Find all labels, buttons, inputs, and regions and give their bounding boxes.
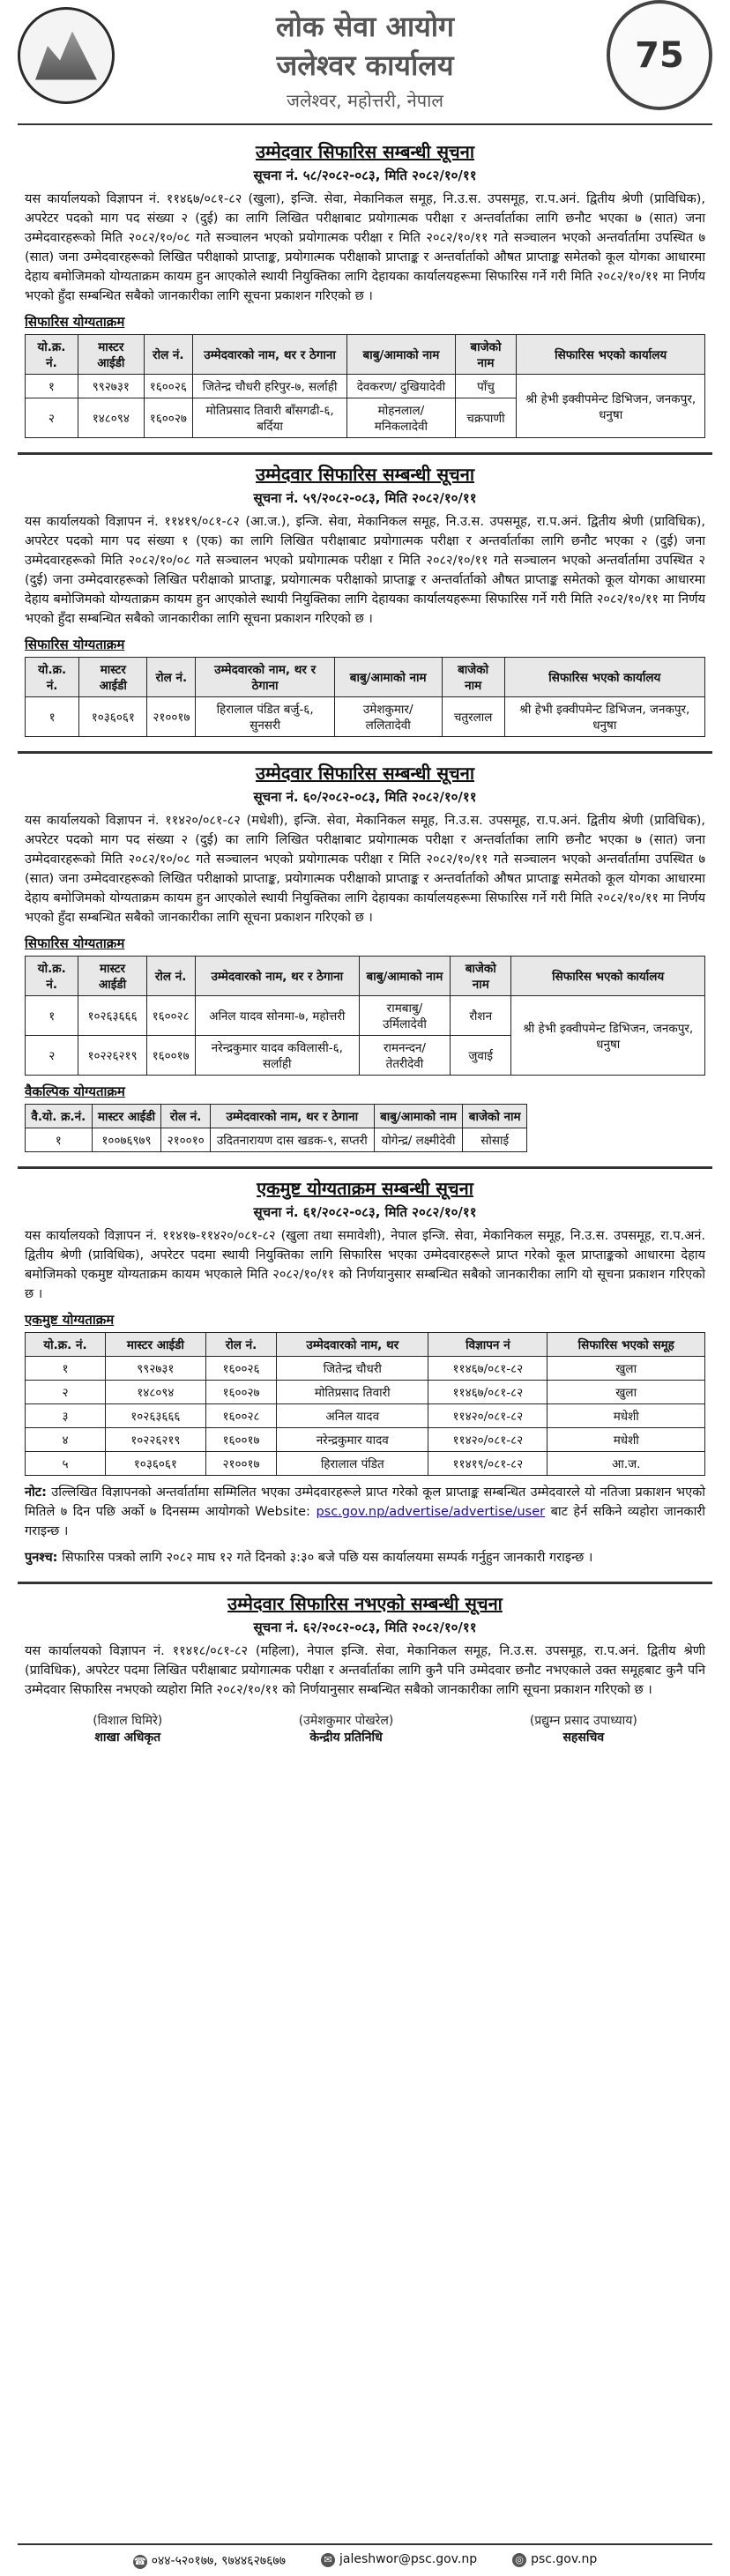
cell: अनिल यादव [277,1404,428,1428]
notice-body: यस कार्यालयको विज्ञापन नं. ११४१९/०८१-८२ (आ.ज.), इन्जि. सेवा, मेकानिकल समूह, नि.उ.स. उपसमूह, रा.प.अनं. द्वितीय श्रेणी (प्राविधिक), अपरेटर पदको माग पद संख्या १ (एक) का लागि लिखित परीक्षाबाट प्रयोगात्मक परीक्षा र अन्तर्वार्ताका लागि छनौट भएका २ (दुई) जना उम्मेदवारहरूको मिति २०८२/१०/०८ गते सञ्चालन भएको प्रयोगात्मक परीक्षा र मिति २०८२/१०/११ गते सञ्चालन भएको अन्तर्वार्तामा उपस्थित २ (दुई) जना उम्मेदवारहरूको लिखित परीक्षाको प्राप्ताङ्क, प्रयोगात्मक परीक्षाको प्राप्ताङ्क र अन्तर्वार्ताको औषत प्राप्ताङ्क समेतको कूल योगका आधारमा देहाय बमोजिमको योग्यताक्रम कायम हुन आएकोले स्थायी नियुक्तिका लागि देहायका कार्यालयहरूमा सिफारिस गर्ने गरी मिति २०८२/१०/११ मा निर्णय भएको हुँदा सम्बन्धित सबैको जानकारीका लागि सूचना प्रकाशन गरिएको छ । [25,515,705,626]
cell: जितेन्द्र चौधरी [277,1357,428,1381]
col-header: बाजेको नाम [442,658,504,697]
cell: मधेशी [548,1404,705,1428]
cell: १ [26,1128,93,1152]
col-header: उम्मेदवारको नाम, थर र ठेगाना [195,957,359,996]
recommendation-table [25,657,705,737]
table-row [26,375,705,398]
alt-table-title: वैकल्पिक योग्यताक्रम [25,1083,125,1099]
notice-62 [0,1591,730,1746]
cell: २१००१० [161,1128,211,1152]
cell: १६००२७ [144,398,192,438]
note-tail: बाट हेर्न सकिने व्यहोरा जानकारी गराइन्छ । [25,1505,706,1538]
table-title: सिफारिस योग्यताक्रम [25,935,125,951]
col-header: सिफारिस भएको कार्यालय [504,658,704,697]
col-header: उम्मेदवारको नाम, थर र ठेगाना [196,658,334,697]
cell: ४ [26,1428,106,1452]
col-header: रोल नं. [144,335,192,375]
col-header: बाबु/आमाको नाम [359,957,450,996]
col-header: वै.यो. क्र.नं. [26,1105,93,1128]
cell: २१००१७ [147,697,196,737]
cell: योगेन्द्र/ लक्ष्मीदेवी [374,1128,463,1152]
notice-title: उम्मेदवार सिफारिस सम्बन्धी सूचना [255,763,475,784]
cell: मोहनलाल/ मनिकलादेवी [347,398,455,438]
col-header: रोल नं. [147,658,196,697]
footer-phone [133,2552,286,2569]
cell: उदितनारायण दास खडक-९, सप्तरी [211,1128,375,1152]
cell: मधेशी [548,1428,705,1452]
cell: २ [26,1036,78,1076]
cell: मोतिप्रसाद तिवारी [277,1381,428,1404]
contact-footer [18,2543,712,2569]
cell: १६००२८ [205,1404,276,1428]
table-row [26,1452,705,1476]
notice-title: एकमुष्ट योग्यताक्रम सम्बन्धी सूचना [257,1178,473,1199]
office-name: जलेश्वर कार्यालय [276,48,454,82]
cell: १४८०९४ [78,398,144,438]
cell: २१००१७ [205,1452,276,1476]
cell: पाँचु [455,375,517,398]
phone-icon: ☎ [133,2556,146,2567]
note-paragraph [25,1483,705,1541]
cell: १ [26,996,78,1036]
col-header: बाबु/आमाको नाम [347,335,455,375]
col-header: बाजेको नाम [455,335,517,375]
cell: चतुरलाल [442,697,504,737]
col-header: यो.क्र. नं. [26,957,78,996]
cell: १६००२६ [144,375,192,398]
table-title: एकमुष्ट योग्यताक्रम [25,1312,115,1328]
table-title: सिफारिस योग्यताक्रम [25,314,125,330]
table-row [26,1357,705,1381]
notice-title: उम्मेदवार सिफारिस सम्बन्धी सूचना [255,464,475,485]
col-header: रोल नं. [161,1105,211,1128]
merit-list-table [25,1332,705,1476]
header-divider [18,123,712,125]
table-header-row [26,658,705,697]
cell: २ [26,1381,106,1404]
cell: १००७६९७९ [92,1128,161,1152]
cell: ११४२०/०८१-८२ [428,1404,548,1428]
recommendation-table [25,956,705,1076]
cell-office: श्री हेभी इक्वीपमेन्ट डिभिजन, जनकपुर, धनुषा [517,375,705,438]
cell: १०२२६२१९ [105,1428,205,1452]
table-header-row [26,1105,527,1128]
cell-office: श्री हेभी इक्वीपमेन्ट डिभिजन, जनकपुर, धनुषा [504,697,704,737]
signatory [299,1712,394,1746]
signatory-title: सहसचिव [562,1731,605,1745]
section-divider [18,1166,712,1169]
cell: १६००१७ [146,1036,195,1076]
cell: देवकरण/ दुखियादेवी [347,375,455,398]
col-header: सिफारिस भएको समूह [548,1333,705,1357]
col-header: मास्टर आईडी [78,957,146,996]
notice-60 [0,761,730,1152]
signatory-title: केन्द्रीय प्रतिनिधि [309,1731,383,1745]
cell: १०२६३६६६ [78,996,146,1036]
cell: १ [26,697,79,737]
postscript-label: पुनश्च: [25,1551,58,1565]
col-header: रोल नं. [205,1333,276,1357]
cell: १ [26,375,78,398]
notice-body: यस कार्यालयको विज्ञापन नं. ११४६७/०८१-८२ (खुला), इन्जि. सेवा, मेकानिकल समूह, नि.उ.स. उपसमूह, रा.प.अनं. द्वितीय श्रेणी (प्राविधिक), अपरेटर पदको माग पद संख्या २ (दुई) का लागि लिखित परीक्षाबाट प्रयोगात्मक परीक्षा र अन्तर्वार्ताका लागि छनौट भएका ७ (सात) जना उम्मेदवारहरूको मिति २०८२/१०/०८ गते सञ्चालन भएको प्रयोगात्मक परीक्षा र मिति २०८२/१०/११ गते सञ्चालन भएको अन्तर्वार्तामा उपस्थित ७ (सात) जना उम्मेदवारहरूको लिखित परीक्षाको प्राप्ताङ्क, प्रयोगात्मक परीक्षाको प्राप्ताङ्क र अन्तर्वार्ताको औषत प्राप्ताङ्क समेतको कूल योगका आधारमा देहाय बमोजिमको योग्यताक्रम कायम हुन आएकोले स्थायी नियुक्तिका लागि देहायका कार्यालयहरूमा सिफारिस गर्ने गरी मिति २०८२/१०/११ मा निर्णय भएको हुँदा सम्बन्धित सबैको जानकारीका लागि सूचना प्रकाशन गरिएको छ । [25,192,705,303]
table-row [26,1404,705,1428]
office-address: जलेश्वर, महोत्तरी, नेपाल [287,90,443,111]
notice-58 [0,139,730,438]
table-header-row [26,1333,705,1357]
section-divider [18,751,712,754]
letterhead [0,0,730,163]
psc-website-link[interactable]: psc.gov.np/advertise/advertise/user [316,1505,546,1519]
notice-59 [0,462,730,737]
table-row [26,1128,527,1152]
notice-number: सूचना नं. ६२/२०८२-०८३, मिति २०८२/१०/११ [253,1619,477,1635]
email-icon: ✉ [321,2553,335,2567]
col-header: उम्मेदवारको नाम, थर र ठेगाना [192,335,346,375]
org-name: लोक सेवा आयोग [275,10,455,43]
col-header: मास्टर आईडी [78,335,144,375]
table-header-row [26,957,705,996]
cell: मोतिप्रसाद तिवारी बाँसगढी-६, बर्दिया [192,398,346,438]
table-row [26,697,705,737]
postscript-paragraph [25,1548,705,1567]
table-row [26,1381,705,1404]
col-header: बाबु/आमाको नाम [374,1105,463,1128]
cell: १४८०९४ [105,1381,205,1404]
table-header-row [26,335,705,375]
cell: १०२६३६६६ [105,1404,205,1428]
col-header: यो.क्र. नं. [26,658,79,697]
cell: जितेन्द्र चौधरी हरिपुर-७, सर्लाही [192,375,346,398]
cell: उमेशकुमार/ ललितादेवी [334,697,442,737]
cell: ९९२७३१ [105,1357,205,1381]
footer-web[interactable] [512,2552,597,2569]
cell: रौशन [451,996,511,1036]
cell: २ [26,398,78,438]
col-header: रोल नं. [146,957,195,996]
notice-body: यस कार्यालयको विज्ञापन नं. ११४१८/०८१-८२ (महिला), नेपाल इन्जि. सेवा, मेकानिकल समूह, नि.उ.स. उपसमूह, रा.प.अनं. द्वितीय श्रेणी (प्राविधिक), अपरेटर पदमा लिखित परीक्षाबाट प्रयोगात्मक परीक्षा र अन्तर्वार्ताका लागि कुनै पनि उम्मेदवार छनौट नभएकाले उक्त समूहबाट कुनै पनि उम्मेदवार सिफारिस नभएको व्यहोरा मिति २०८२/१०/११ को निर्णयानुसार सम्बन्धित सबैको जानकारीका लागि सूचना प्रकाशन गरिएको छ । [25,1644,705,1697]
notice-number: सूचना नं. ६०/२०८२-०८३, मिति २०८२/१०/११ [253,789,477,805]
globe-icon: ◎ [512,2553,526,2567]
cell: ९९२७३१ [78,375,144,398]
cell: १०३६०६१ [79,697,147,737]
cell: १६००२८ [146,996,195,1036]
cell: आ.ज. [548,1452,705,1476]
cell-office: श्री हेभी इक्वीपमेन्ट डिभिजन, जनकपुर, धनुषा [511,996,705,1076]
cell: १०३६०६१ [105,1452,205,1476]
col-header: बाजेको नाम [451,957,511,996]
cell: ११४२०/०८१-८२ [428,1428,548,1452]
col-header: बाबु/आमाको नाम [334,658,442,697]
cell: नरेन्द्रकुमार यादव [277,1428,428,1452]
col-header: यो.क्र. नं. [26,335,78,375]
cell: जुवाई [451,1036,511,1076]
signatory-name: (प्रद्युम्न प्रसाद उपाध्याय) [529,1714,637,1728]
col-header: सिफारिस भएको कार्यालय [511,957,705,996]
signatory-title: शाखा अधिकृत [94,1731,161,1745]
col-header: विज्ञापन नं [428,1333,548,1357]
footer-email[interactable] [321,2552,477,2569]
col-header: मास्टर आईडी [79,658,147,697]
cell: चक्रपाणी [455,398,517,438]
section-divider [18,1582,712,1584]
notice-61 [0,1176,730,1567]
cell: नरेन्द्रकुमार यादव कविलासी-६, सर्लाही [195,1036,359,1076]
cell: ११४६७/०८१-८२ [428,1357,548,1381]
note-text: उल्लिखित विज्ञापनको अन्तर्वार्तामा सम्मिलित भएका उम्मेदवारहरूले प्राप्त गरेको कूल प्राप्ताङ्क सम्बन्धित उम्मेदवारले यो नतिजा प्रकाशन भएको मितिले ७ दिन पछि अर्को ७ दिनसम्म आयोगको Website: [25,1485,705,1519]
table-title: सिफारिस योग्यताक्रम [25,637,125,652]
cell: ११४१९/०८१-८२ [428,1452,548,1476]
cell: १६००१७ [205,1428,276,1452]
cell: ३ [26,1404,106,1428]
cell: खुला [548,1381,705,1404]
cell: हिरालाल पंडित [277,1452,428,1476]
col-header: मास्टर आईडी [105,1333,205,1357]
web-text: psc.gov.np [531,2552,598,2566]
recommendation-table [25,334,705,438]
cell: १ [26,1357,106,1381]
cell: १६००२६ [205,1357,276,1381]
notice-title: उम्मेदवार सिफारिस नभएको सम्बन्धी सूचना [227,1593,503,1614]
col-header: बाजेको नाम [463,1105,527,1128]
cell: खुला [548,1357,705,1381]
notice-body: यस कार्यालयको विज्ञापन नं. ११४१७-११४२०/०८१-८२ (खुला तथा समावेशी), नेपाल इन्जि. सेवा, मेकानिकल समूह, नि.उ.स. उपसमूह, रा.प.अनं. द्वितीय श्रेणी (प्राविधिक), अपरेटर पदमा स्थायी नियुक्तिका लागि सिफारिस भएका उम्मेदवारहरूले प्राप्त गरेको कूल प्राप्ताङ्कको आधारमा देहाय बमोजिमको एकमुष्ट योग्यताक्रम कायम भएकाले मिति २०८२/१०/११ को निर्णयानुसार सम्बन्धित सबैको जानकारीका लागि यो सूचना प्रकाशन गरिएको छ । [25,1229,705,1301]
notice-body: यस कार्यालयको विज्ञापन नं. ११४२०/०८१-८२ (मधेशी), इन्जि. सेवा, मेकानिकल समूह, नि.उ.स. उपसमूह, रा.प.अनं. द्वितीय श्रेणी (प्राविधिक), अपरेटर पदको माग पद संख्या २ (दुई) का लागि लिखित परीक्षाबाट प्रयोगात्मक परीक्षा र अन्तर्वार्ताका लागि छनौट भएका ७ (सात) जना उम्मेदवारहरूको मिति २०८२/१०/०८ गते सञ्चालन भएको प्रयोगात्मक परीक्षा र मिति २०८२/१०/११ गते सञ्चालन भएको अन्तर्वार्तामा उपस्थित ७ (सात) जना उम्मेदवारहरूको लिखित परीक्षाको प्राप्ताङ्क, प्रयोगात्मक परीक्षाको प्राप्ताङ्क र अन्तर्वार्ताको औषत प्राप्ताङ्क समेतको कूल योगका आधारमा देहाय बमोजिमको योग्यताक्रम कायम हुन आएकोले स्थायी नियुक्तिका लागि देहायका कार्यालयहरूमा सिफारिस गर्ने गरी मिति २०८२/१०/११ मा निर्णय भएको हुँदा सम्बन्धित सबैको जानकारीका लागि सूचना प्रकाशन गरिएको छ । [25,814,705,925]
cell: ११४६७/०८१-८२ [428,1381,548,1404]
notice-title: उम्मेदवार सिफारिस सम्बन्धी सूचना [255,141,475,162]
phone-text: ०४४-५२०१७७, ९७४४६२७६७७ [151,2554,286,2568]
signatory-name: (विशाल घिमिरे) [93,1714,163,1728]
cell: १०२२६२१९ [78,1036,146,1076]
anniversary-75-logo: 75 [607,0,712,110]
cell: रामबाबु/ उर्मिलादेवी [359,996,450,1036]
cell: अनिल यादव सोनमा-७, महोत्तरी [195,996,359,1036]
notice-number: सूचना नं. ६१/२०८२-०८३, मिति २०८२/१०/११ [253,1204,477,1220]
col-header: यो.क्र. नं. [26,1333,106,1357]
notice-number: सूचना नं. ५८/२०८२-०८३, मिति २०८२/१०/११ [253,168,477,183]
col-header: उम्मेदवारको नाम, थर र ठेगाना [211,1105,375,1128]
cell: हिरालाल पंडित बर्जु-६, सुनसरी [196,697,334,737]
cell: ५ [26,1452,106,1476]
section-divider [18,452,712,455]
cell: सोसाई [463,1128,527,1152]
col-header: उम्मेदवारको नाम, थर [277,1333,428,1357]
signatory-name: (उमेशकुमार पोखरेल) [298,1714,394,1728]
note-label: नोट: [25,1485,47,1500]
cell: रामनन्दन/ तेतरीदेवी [359,1036,450,1076]
alternate-table [25,1104,527,1152]
email-text: jaleshwor@psc.gov.np [339,2552,478,2566]
table-row [26,1428,705,1452]
table-row [26,996,705,1036]
signatory [93,1712,162,1746]
signatory [530,1712,637,1746]
postscript-text: सिफारिस पत्रको लागि २०८२ माघ १२ गते दिनको ३:३० बजे पछि यस कार्यालयमा सम्पर्क गर्नुहुन जानकारी गराइन्छ । [62,1551,593,1565]
notice-number: सूचना नं. ५९/२०८२-०८३, मिति २०८२/१०/११ [253,490,477,506]
col-header: सिफारिस भएको कार्यालय [517,335,705,375]
signature-block [25,1712,705,1746]
col-header: मास्टर आईडी [92,1105,161,1128]
cell: १६००२७ [205,1381,276,1404]
